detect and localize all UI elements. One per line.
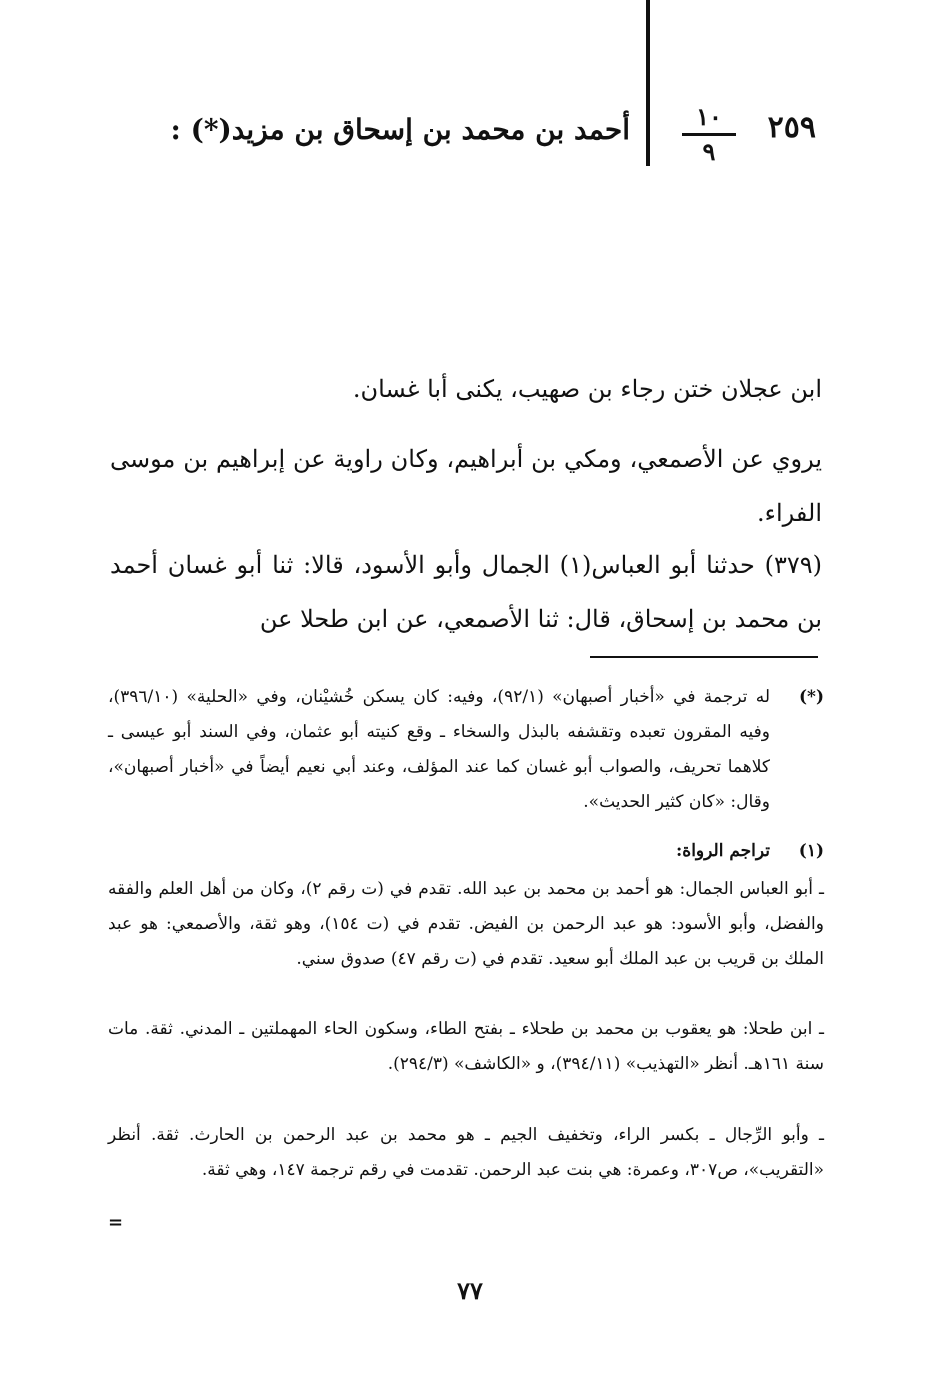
footnote-one-item-1-block [108,872,824,977]
manuscript-folio-fraction [676,104,742,174]
entry-number: ٢٥٩ [767,110,816,145]
fraction-denominator: ٩ [702,137,716,166]
footnote-separator [590,656,818,658]
footnote-one-item-3-block [108,1118,824,1188]
footnote-star [108,680,824,820]
footnote-one-body [108,834,770,869]
footnote-one [108,834,824,869]
fraction-numerator: ١٠ [696,102,722,131]
page-number: ٧٧ [457,1276,483,1305]
footnote-one-item-2: ـ ابن طحلا: هو يعقوب بن محمد بن طحلاء ـ بفتح الطاء، وسكون الحاء المهملتين ـ المدني. ثقة. مات سنة ١٦١هـ. أنظر «التهذيب» (٣٩٤/١١)، و «الكاشف» (٢٩٤/٣). [108,1019,824,1074]
fraction-bar [682,133,736,136]
body-paragraph-2: يروي عن الأصمعي، ومكي بن أبراهيم، وكان راوية عن إبراهيم بن موسى الفراء. [110,445,822,527]
footnote-one-item-3: ـ وأبو الرِّجال ـ بكسر الراء، وتخفيف الجيم ـ هو محمد بن عبد الرحمن بن الحارث. ثقة. أنظر «التقريب»، ص٣٠٧، وعمرة: هي بنت عبد الرحمن. تقدمت في رقم ترجمة ١٤٧، وهي ثقة. [108,1125,824,1180]
continuation-mark: = [108,1212,124,1233]
footnote-star-text: له ترجمة في «أخبار أصبهان» (٩٢/١)، وفيه: كان يسكن خُشيْنان، وفي «الحلية» (٣٩٦/١٠)، وفيه المقرون تعبده وتقشفه بالبذل والسخاء ـ وقع كنيته أبو عثمان، وفي السند أبو عيسى ـ كلاهما تحريف، والصواب أبو غسان كما عند المؤلف، وعند أبي نعيم أيضاً في «أخبار أصبهان»، وقال: «كان كثير الحديث». [108,687,770,812]
footnote-star-marker: (*) [799,687,824,707]
body-paragraph-3: (٣٧٩) حدثنا أبو العباس(١) الجمال وأبو الأسود، قالا: ثنا أبو غسان أحمد بن محمد بن إسحاق، قال: ثنا الأصمعي، عن ابن طحلا عن [110,551,823,633]
footnote-one-item-1: ـ أبو العباس الجمال: هو أحمد بن محمد بن عبد الله. تقدم في (ت رقم ٢)، وكان من أهل العلم والفقه والفضل، وأبو الأسود: هو عبد الرحمن بن الفيض. تقدم في (ت ١٥٤)، وهو ثقة، والأصمعي: هو عبد الملك بن قريب بن عبد الملك أبو سعيد. تقدم في (ت رقم ٤٧) صدوق سني. [108,879,824,969]
footnote-one-title: تراجم الرواة: [676,841,770,861]
footnote-one-marker: (١) [798,841,824,861]
footnote-one-item-2-block [108,1012,824,1082]
entry-title: أحمد بن محمد بن إسحاق بن مزيد(*) : [170,113,630,146]
body-paragraph-1: ابن عجلان ختن رجاء بن صهيب، يكنى أبا غسان. [352,375,822,403]
header-vertical-rule [646,0,650,166]
